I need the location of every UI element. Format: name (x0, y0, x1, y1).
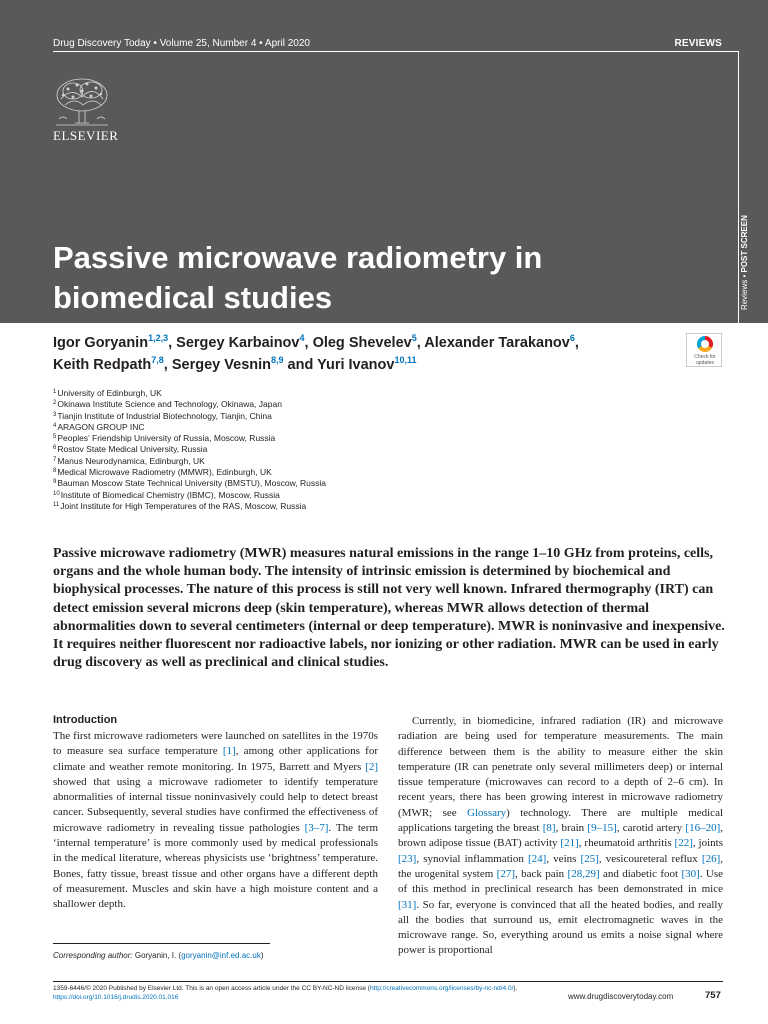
author-name: Keith Redpath (53, 357, 152, 373)
author-name: Yuri Ivanov (317, 357, 395, 373)
affiliation-list (53, 388, 653, 512)
author-affiliation-ref[interactable]: 4 (299, 333, 305, 343)
affiliation-item (53, 490, 653, 501)
body-text: , vesicoureteral reflux (598, 852, 702, 865)
reference-link[interactable]: [9–15] (587, 822, 617, 835)
affiliation-number: 11 (53, 501, 60, 508)
page-number: 757 (705, 990, 721, 1001)
title-line-2: biomedical studies (53, 280, 333, 315)
affiliation-number: 3 (53, 411, 57, 418)
body-text: Currently, in biomedicine, infrared radiation (IR) and microwave radiation are being used for temperature measurements. The main difference between them is the ability to measure either the skin temperature (IR can penetrate only several millimeters deep) or internal tissue temperature (microwaves can record to a depth of 2–6 cm). In recent years, there has been growing interest in microwave radiometry (MWR; see (398, 715, 723, 819)
corresponding-label: Corresponding author: (53, 951, 133, 960)
title-line-1: Passive microwave radiometry in (53, 240, 543, 275)
affiliation-number: 7 (53, 456, 57, 463)
affiliation-text: Bauman Moscow State Technical University (BMSTU), Moscow, Russia (57, 478, 326, 489)
reference-link[interactable]: [8] (542, 822, 556, 835)
license-link[interactable]: http://creativecommons.org/licenses/by-nc-nd/4.0/ (369, 985, 514, 992)
body-text: , rheumatoid arthritis (578, 837, 675, 850)
footnote-rule (53, 943, 270, 944)
body-column-right (398, 714, 723, 959)
body-text: . The term ‘internal temperature’ is more commonly used by medical professionals in the medical literature, whereas physicists use ‘brightness’ temperature. Bones, fatty tissue, breast tissue and other organs have a different depth of measurement. Muscles and skin have a high moisture content and a shallower depth. (53, 821, 379, 911)
body-text: . So far, everyone is convinced that all the heated bodies, and really all the bodies that surround us, emit electromagnetic waves in the microwave range. So, everything around us emits a noise signal where power is proportional (398, 898, 723, 957)
author-affiliation-ref[interactable]: 7,8 (151, 355, 164, 365)
affiliation-text: Okinawa Institute Science and Technology, Okinawa, Japan (57, 399, 282, 410)
side-section-label (740, 200, 758, 310)
affiliation-text: Medical Microwave Radiometry (MMWR), Edinburgh, UK (57, 467, 272, 478)
author-separator: , (416, 335, 425, 351)
affiliation-item (53, 411, 653, 422)
affiliation-item (53, 444, 653, 455)
reference-link[interactable]: [16–20] (685, 822, 721, 835)
check-for-updates-badge[interactable] (686, 333, 722, 367)
author-separator: and (283, 357, 318, 373)
affiliation-item (53, 501, 653, 512)
affiliation-text: University of Edinburgh, UK (57, 388, 162, 398)
intro-heading: Introduction (53, 714, 118, 726)
body-text: . Use of this method in preclinical research has been demonstrated in mice (398, 867, 724, 896)
reference-link[interactable]: [1] (222, 745, 236, 758)
affiliation-text: Joint Institute for High Temperatures of the RAS, Moscow, Russia (60, 500, 307, 511)
body-text: showed that using a microwave radiometer to identify temperature abnormalities of internal tissue noninvasively could help to detect breast cancer. Subsequently, several studies have confirmed the effectiveness of microwave radiometry in revealing tissue pathologies (53, 775, 378, 834)
author-affiliation-ref[interactable]: 6 (569, 333, 575, 343)
reference-link[interactable]: [24] (527, 852, 547, 865)
affiliation-text: ARAGON GROUP INC (57, 421, 145, 432)
side-label-bold: POST SCREEN (740, 215, 749, 273)
body-text: , brain (555, 822, 588, 835)
reference-link[interactable]: [28,29] (567, 867, 600, 880)
intro-paragraph-left (53, 729, 378, 913)
author-affiliation-ref[interactable]: 8,9 (271, 355, 284, 365)
author-name: Sergey Vesnin (171, 357, 271, 373)
affiliation-item (53, 478, 653, 489)
author-separator: , (574, 335, 579, 351)
body-text: , synovial inflammation (416, 852, 528, 865)
affiliation-item (53, 433, 653, 444)
author-name: Alexander Tarakanov (424, 335, 570, 351)
affiliation-number: 4 (53, 422, 57, 429)
body-text: , joints (692, 837, 723, 850)
header-rule (53, 51, 738, 52)
affiliation-text: Institute of Biomedical Chemistry (IBMC), Moscow, Russia (60, 489, 280, 500)
corresponding-author-note: Corresponding author: Goryanin, I. (goryanin@inf.ed.ac.uk) (53, 951, 264, 960)
affiliation-number: 10 (53, 490, 60, 497)
corresponding-name: Goryanin, I. (134, 951, 177, 960)
author-name: Igor Goryanin (53, 335, 149, 351)
side-label-prefix: Reviews • (740, 274, 749, 310)
body-text: , the urogenital system (398, 852, 723, 880)
author-affiliation-ref[interactable]: 1,2,3 (148, 333, 169, 343)
author-list (53, 332, 673, 376)
reference-link[interactable]: [23] (398, 852, 417, 865)
reference-link[interactable]: [26] (701, 852, 721, 865)
journal-website[interactable]: www.drugdiscoverytoday.com (568, 992, 674, 1001)
affiliation-text: Peoples’ Friendship University of Russia, Moscow, Russia (57, 433, 276, 444)
check-for-updates-label: Check for updates (694, 354, 716, 366)
author-separator: , (304, 335, 313, 351)
body-text: The first microwave radiometers were launched on satellites in the 1970s to measure sea surface temperature (53, 730, 378, 758)
body-text: and diabetic foot (599, 867, 682, 880)
affiliation-item (53, 456, 653, 467)
license-text: 1359-6446/© 2020 Published by Elsevier Ltd. This is an open access article under the CC BY-NC-ND license ( (53, 985, 370, 992)
affiliation-item (53, 399, 653, 410)
reference-link[interactable]: [22] (674, 837, 693, 850)
author-affiliation-ref[interactable]: 5 (411, 333, 417, 343)
body-text: , carotid artery (616, 822, 686, 835)
body-text: , brown adipose tissue (BAT) activity (398, 822, 723, 850)
author-name: Oleg Shevelev (312, 335, 412, 351)
footer-rule (53, 981, 723, 982)
body-column-left (53, 729, 378, 913)
affiliation-number: 9 (53, 479, 57, 486)
affiliation-number: 1 (53, 389, 57, 395)
reference-link[interactable]: [25] (580, 852, 599, 865)
author-name: Sergey Karbainov (176, 335, 300, 351)
check-for-updates-icon (697, 336, 713, 352)
body-text: , among other applications for climate and weather remote monitoring. In 1975, Barrett and Myers (53, 745, 378, 773)
affiliation-text: Rostov State Medical University, Russia (57, 444, 208, 455)
section-label: REVIEWS (674, 38, 722, 49)
license-close: ). (513, 985, 518, 992)
affiliation-number: 8 (53, 468, 57, 475)
doi-link[interactable]: https://doi.org/10.1016/j.drudis.2020.01.016 (53, 994, 179, 1001)
affiliation-item (53, 422, 653, 433)
article-title (53, 238, 693, 318)
body-text: , veins (546, 852, 581, 865)
reference-link[interactable]: Glossary (467, 806, 507, 819)
reference-link[interactable]: [27] (496, 867, 515, 880)
reference-link[interactable]: [30] (681, 867, 700, 880)
reference-link[interactable]: [31] (398, 898, 417, 911)
affiliation-text: Tianjin Institute of Industrial Biotechnology, Tianjin, China (57, 410, 272, 421)
license-line (53, 985, 517, 992)
intro-paragraph-right (398, 714, 723, 959)
publisher-logo-text: ELSEVIER (53, 128, 119, 143)
side-rule (738, 51, 739, 323)
reference-link[interactable]: [3–7] (304, 821, 329, 834)
author-separator: , (163, 357, 172, 373)
body-text: , back pain (515, 867, 568, 880)
body-text: ) technology. There are multiple medical applications targeting the breast (398, 806, 724, 835)
affiliation-number: 5 (53, 434, 57, 441)
reference-link[interactable]: [21] (560, 837, 579, 850)
affiliation-number: 2 (53, 400, 57, 407)
affiliation-item (53, 388, 653, 399)
affiliation-number: 6 (53, 445, 57, 452)
journal-citation-line: Drug Discovery Today • Volume 25, Number 4 • April 2020 (53, 38, 310, 49)
corresponding-email-link[interactable]: goryanin@inf.ed.ac.uk (181, 951, 261, 960)
author-separator: , (168, 335, 177, 351)
reference-link[interactable]: [2] (365, 760, 378, 773)
affiliation-item (53, 467, 653, 478)
affiliation-text: Manus Neurodynamica, Edinburgh, UK (57, 455, 205, 466)
author-affiliation-ref[interactable]: 10,11 (394, 355, 417, 365)
abstract: Passive microwave radiometry (MWR) measures natural emissions in the range 1–10 GHz from proteins, cells, organs and the whole human body. The intensity of intrinsic emission is determined by biochemical and biophysical processes. The nature of this process is still not very well known. Infrared thermography (IRT) can detect emission several microns deep (skin temperature), whereas MWR allows detection of thermal abnormalities down to several centimeters (internal or deep temperature). MWR is noninvasive and inexpensive. It requires neither fluorescent nor radioactive labels, nor ionizing or other radiation. MWR can be used in early drug discovery as well as preclinical and clinical studies. (53, 546, 725, 671)
